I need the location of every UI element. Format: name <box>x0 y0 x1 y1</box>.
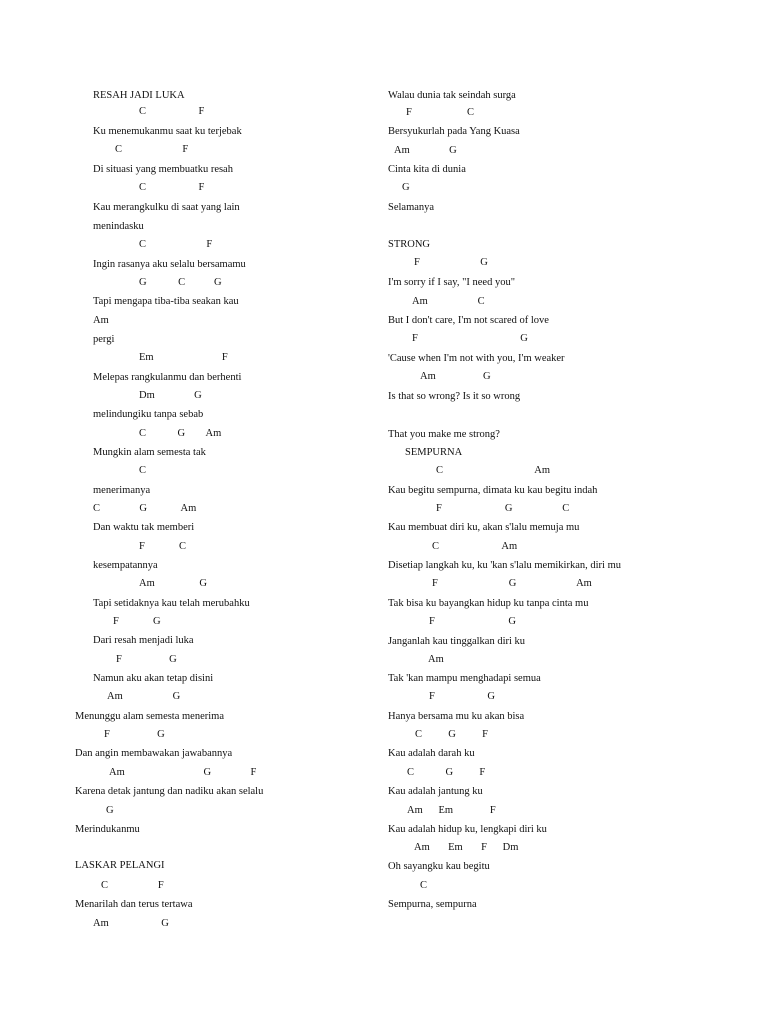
right_column-line: Kau adalah hidup ku, lengkapi diri ku <box>388 824 547 835</box>
right_column-line: Kau begitu sempurna, dimata ku kau begitu indah <box>388 485 598 496</box>
right_column-line: Walau dunia tak seindah surga <box>388 90 516 101</box>
left_column-line: Am G F <box>109 767 257 778</box>
right_column-line: But I don't care, I'm not scared of love <box>388 315 549 326</box>
left_column-line: menerimanya <box>93 485 151 496</box>
left_column-line: Ku menemukanmu saat ku terjebak <box>93 126 242 137</box>
right_column-line: Kau adalah jantung ku <box>388 786 483 797</box>
left_column-line: Tapi setidaknya kau telah merubahku <box>93 598 250 609</box>
left_column-line: Merindukanmu <box>75 824 140 835</box>
left_column-line: Karena detak jantung dan nadiku akan selalu <box>75 786 264 797</box>
right_column-line: C <box>420 880 428 891</box>
left_column-line: C F <box>139 239 213 250</box>
right_column-line: Tak bisa ku bayangkan hidup ku tanpa cinta mu <box>388 598 589 609</box>
right_column-line: F C <box>406 107 474 118</box>
right_column-line: C Am <box>432 541 518 552</box>
left_column-line: Ingin rasanya aku selalu bersamamu <box>93 259 246 270</box>
right_column-line: STRONG <box>388 239 431 250</box>
right_column-line: Oh sayangku kau begitu <box>388 861 490 872</box>
right_column-line: Cinta kita di dunia <box>388 164 466 175</box>
right_column-line: Kau adalah darah ku <box>388 748 475 759</box>
left_column-line: Namun aku akan tetap disini <box>93 673 214 684</box>
left_column-line: C G Am <box>93 503 197 514</box>
right_column-line: Am G <box>394 145 457 156</box>
right_column-line: Janganlah kau tinggalkan diri ku <box>388 636 526 647</box>
left_column-line: Dan angin membawakan jawabannya <box>75 748 233 759</box>
right_column-line: Am Em F Dm <box>414 842 519 853</box>
left_column-line: Am G <box>139 578 207 589</box>
left_column-line: pergi <box>93 334 115 345</box>
left_column-line: G C G <box>139 277 222 288</box>
left_column-line: C <box>139 465 147 476</box>
right_column-line: SEMPURNA <box>405 447 463 458</box>
right_column-line: F G <box>429 691 495 702</box>
right_column-line: F G C <box>436 503 570 514</box>
left_column-line: Melepas rangkulanmu dan berhenti <box>93 372 242 383</box>
right_column-line: Bersyukurlah pada Yang Kuasa <box>388 126 520 137</box>
left_column-line: F G <box>113 616 161 627</box>
right_column-line: I'm sorry if I say, "I need you" <box>388 277 515 288</box>
left_column-line: G <box>106 805 114 816</box>
left_column-line: Em F <box>139 352 228 363</box>
right_column-line: That you make me strong? <box>388 429 500 440</box>
right_column-line: Is that so wrong? Is it so wrong <box>388 391 521 402</box>
left_column-line: F G <box>116 654 177 665</box>
left_column-line: Kau merangkulku di saat yang lain <box>93 202 240 213</box>
left_column-line: melindungiku tanpa sebab <box>93 409 204 420</box>
left_column-line: C F <box>139 106 205 117</box>
left_column-line: Am G <box>93 918 169 929</box>
right_column-line: C Am <box>436 465 551 476</box>
right_column-line: F G Am <box>432 578 592 589</box>
left_column-line: RESAH JADI LUKA <box>93 90 185 101</box>
right_column-line: C G F <box>415 729 488 740</box>
right_column-line: Am C <box>412 296 485 307</box>
left_column-line: menindasku <box>93 221 144 232</box>
left_column-line: Menunggu alam semesta menerima <box>75 711 224 722</box>
right_column-line: F G <box>412 333 528 344</box>
right_column-line: 'Cause when I'm not with you, I'm weaker <box>388 353 565 364</box>
left_column-line: Am <box>93 315 109 326</box>
right_column-line: Selamanya <box>388 202 435 213</box>
left_column-line: C F <box>115 144 189 155</box>
right_column-line: Am <box>428 654 444 665</box>
left_column-line: Dm G <box>139 390 202 401</box>
left_column-line: Mungkin alam semesta tak <box>93 447 206 458</box>
right_column-line: Kau membuat diri ku, akan s'lalu memuja mu <box>388 522 580 533</box>
right_column-line: C G F <box>407 767 486 778</box>
right_column-line: Am Em F <box>407 805 496 816</box>
left_column-line: LASKAR PELANGI <box>75 860 165 871</box>
left_column-line: C F <box>139 182 205 193</box>
left_column-line: C G Am <box>139 428 222 439</box>
left_column-line: C F <box>101 880 164 891</box>
right_column-line: Sempurna, sempurna <box>388 899 477 910</box>
left_column-line: Di situasi yang membuatku resah <box>93 164 233 175</box>
right_column-line: Hanya bersama mu ku akan bisa <box>388 711 525 722</box>
left_column-line: Dari resah menjadi luka <box>93 635 194 646</box>
left_column-line: Menarilah dan terus tertawa <box>75 899 193 910</box>
left_column-line: F C <box>139 541 186 552</box>
right_column-line: Disetiap langkah ku, ku 'kan s'lalu memikirkan, diri mu <box>388 560 621 571</box>
left_column-line: F G <box>104 729 165 740</box>
right_column-line: F G <box>414 257 488 268</box>
right_column-line: F G <box>429 616 516 627</box>
left_column-line: kesempatannya <box>93 560 158 571</box>
left_column-line: Dan waktu tak memberi <box>93 522 195 533</box>
right_column-line: Am G <box>420 371 491 382</box>
right_column-line: Tak 'kan mampu menghadapi semua <box>388 673 541 684</box>
left_column-line: Tapi mengapa tiba-tiba seakan kau <box>93 296 239 307</box>
left_column-line: Am G <box>107 691 181 702</box>
right_column-line: G <box>402 182 410 193</box>
